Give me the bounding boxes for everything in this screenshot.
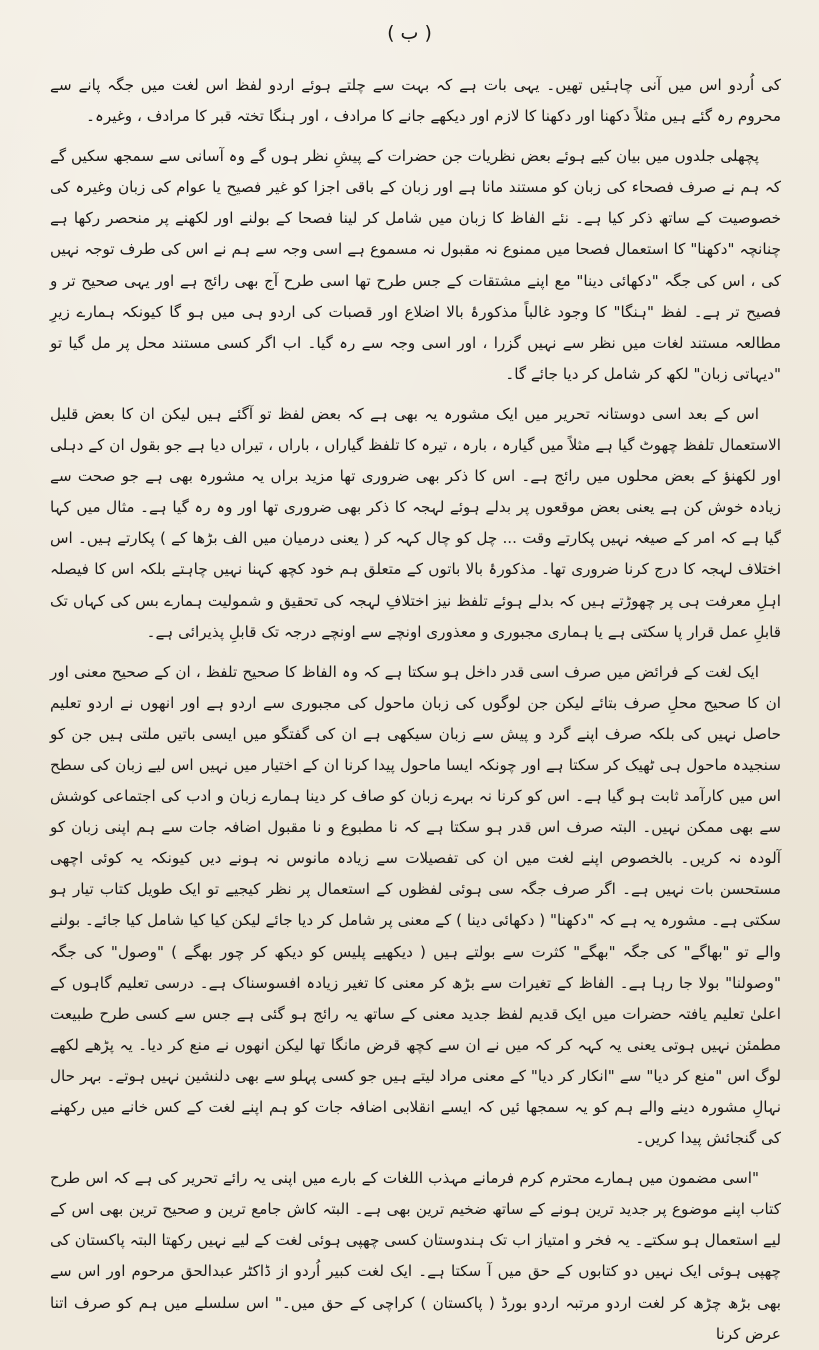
paragraph-text: کی اُردو اس میں آنی چاہئیں تھیں۔ یہی بات ہے کہ بہت سے چلتے ہوئے اردو لفظ اس لغت میں جگہ پانے سے محروم رہ گئے ہیں مثلاً دکھنا اور دکھنا کا لازم اور دیکھے جانے کا مرادف ، اور ہنگا تختہ قبر کا مرادف ، وغیرہ۔ bbox=[50, 76, 781, 126]
paragraph-text: "اسی مضمون میں ہمارے محترم کرم فرمانے مہذب اللغات کے بارے میں اپنی یہ رائے تحریر کی ہے کہ اس طرح کتاب اپنے موضوع پر جدید ترین ہونے کے ساتھ ضخیم ترین بھی ہے۔ البتہ کاش جامع ترین و صحیح ترین بھی اس کے لیے استعمال ہو سکتے۔ یہ فخر و امتیاز اب تک ہندوستان کسی چھپی ہوئی لغت کے لیے نہیں رکھتا البتہ پاکستان کی چھپی ہوئی ایک نہیں دو کتابوں کے حق میں آ سکتا ہے۔ ایک لغت کبیر اُردو از ڈاکٹر عبدالحق مرحوم اور اس سے بھی بڑھ چڑھ کر لغت اردو مرتبہ اردو بورڈ ( پاکستان ) کراچی کے حق میں۔" اس سلسلے میں ہم کو صرف اتنا عرض کرنا bbox=[50, 1169, 781, 1343]
paragraph-text: اس کے بعد اسی دوستانہ تحریر میں ایک مشورہ یہ بھی ہے کہ بعض لفظ تو آگئے ہیں لیکن ان کا بعض قلیل الاستعمال تلفظ چھوٹ گیا ہے مثلاً میں گیارہ ، بارہ ، تیرہ کا تلفظ گیاراں ، باراں ، تیراں دیا ہے جو بقول ان کے دہلی اور لکھنؤ کے بعض محلوں میں رائج ہے۔ اس کا ذکر بھی ضروری تھا مزید براں یہ مشورہ بھی ہے جو صحت سے زیادہ خوش کن ہے یعنی بعض موقعوں پر بدلے ہوئے لہجہ کا ذکر بھی ضروری تھا اور وہ رہ گیا ہے۔ مثال میں کہا گیا ہے کہ امر کے صیغہ نہیں پکارتے وقت ... چل کو چال کہہ کر ( یعنی درمیان میں الف بڑھا کے ) پکارتے ہیں۔ اس اختلاف لہجہ کا درج کرنا ضروری تھا۔ مذکورۂ بالا باتوں کے متعلق ہم خود کچھ کہنا نہیں چاہتے بلکہ اس کا فیصلہ اہلِ معرفت ہی پر چھوڑتے ہیں کہ بدلے ہوئے تلفظ نیز اختلافِ لہجہ کی تحقیق و شمولیت ہمارے بس کی کہاں تک قابلِ عمل قرار پا سکتی ہے یا ہماری مجبوری و معذوری اونچے سے اونچے درجہ تک قابلِ پذیرائی ہے۔ bbox=[50, 404, 781, 641]
page-number: ( ب ) bbox=[387, 22, 432, 44]
paragraph-3 bbox=[50, 399, 781, 648]
paragraph-text: پچھلی جلدوں میں بیان کیے ہوئے بعض نظریات جن حضرات کے پیشِ نظر ہوں گے وہ آسانی سے سمجھ سکیں گے کہ ہم نے صرف فصحاء کی زبان کو مستند مانا ہے اور زبان کے باقی اجزا کو غیر فصیح یا عوام کی زبان وغیرہ کی خصوصیت کے ساتھ ذکر کیا ہے۔ نئے الفاظ کا زبان میں شامل کر لینا فصحا کے بولنے اور لکھنے پر منحصر رکھا ہے چنانچہ "دکھنا" کا استعمال فصحا میں ممنوع نہ مقبول نہ مسموع ہے اسی وجہ سے ہم نے اس کی طرف توجہ نہیں کی ، اس کی جگہ "دکھائی دینا" مع اپنے مشتقات کے جس طرح تھا اسی طرح آج بھی رائج ہے اور یہی صحیح تر و فصیح تر ہے۔ لفظ "ہنگا" کا وجود غالباً مذکورۂ بالا اضلاع اور قصبات کی اردو ہی میں ہو گا کیونکہ ہمارے زیرِ مطالعہ مستند لغات میں نظر سے نہیں گزرا ، اور اسی وجہ سے رہ گیا۔ اب اگر کسی مستند محل پر مل گیا تو "دیہاتی زبان" لکھ کر شامل کر دیا جائے گا۔ bbox=[50, 147, 781, 383]
paragraph-2 bbox=[50, 141, 781, 390]
paragraph-5 bbox=[50, 1163, 781, 1350]
paragraph-1 bbox=[50, 70, 781, 132]
body-text bbox=[50, 70, 781, 1350]
paragraph-text: ایک لغت کے فرائض میں صرف اسی قدر داخل ہو سکتا ہے کہ وہ الفاظ کا صحیح تلفظ ، ان کے صحیح معنی اور ان کا صحیح محلِ صرف بتائے لیکن جن لوگوں کی زبان ماحول کی مجبوری سے اردو ہے اور انھوں نے اردو تعلیم حاصل نہیں کی بلکہ صرف اپنے گرد و پیش سے زبان سیکھی ہے ان کی گفتگو میں ایسی باتیں ملتی ہیں جن کو سنجیدہ ماحول ہی ٹھیک کر سکتا ہے اور چونکہ ایسا ماحول پیدا کرنا ان کے اختیار میں نہیں اس لیے زبان کی سطح اس میں کارآمد ثابت ہو گیا ہے۔ اس کو کرنا نہ بہرے زبان کو صاف کر دینا ہمارے زبان و ادب کی اجتماعی کوشش سے بھی ممکن نہیں۔ البتہ صرف اس قدر ہو سکتا ہے کہ نا مطبوع و نا مقبول اضافہ جات سے ہم اپنی زبان کو آلودہ نہ کریں۔ بالخصوص اپنے لغت میں ان کی تفصیلات سے زیادہ مانوس نہ ہونے دیں کیونکہ یہ کوئی اچھی مستحسن بات نہیں ہے۔ اگر صرف جگہ سی ہوئی لفظوں کے استعمال پر نظر کیجیے تو ایک طویل کتاب تیار ہو سکتی ہے۔ مشورہ یہ ہے کہ "دکھنا" ( دکھائی دینا ) کے معنی پر شامل کر دیا جائے لیکن کیا کیا شامل کیا جائے۔ بولنے والے تو "بھاگے" کی جگہ "بھگے" کثرت سے بولتے ہیں ( دیکھیے پلیس کو دیکھ کر چور بھگے ) "وصول" کی جگہ "وصولنا" بولا جا رہا ہے۔ الفاظ کے تغیرات سے بڑھ کر معنی کا تغیر زیادہ افسوسناک ہے۔ درسی تعلیم گاہوں کے اعلیٰ تعلیم یافتہ حضرات میں ایک قدیم لفظ جدید معنی کے ساتھ یہ رائج ہو گئی ہے جس سے کسی طرح طبیعت مطمئن نہیں ہوتی یعنی یہ کہہ کر کہ میں نے ان سے کچھ قرض مانگا تھا لیکن انھوں نے منع کر دیا۔ یہ پڑھے لکھے لوگ اس "منع کر دیا" سے "انکار کر دیا" کے معنی مراد لیتے ہیں جو کسی پہلو سے بھی دلنشین نہیں ہوتے۔ بہر حال نہالِ مشورہ دینے والے ہم کو یہ سمجھا ئیں کہ ایسے انقلابی اضافہ جات کو ہم اپنے لغت کے کس خانے میں رکھنے کی گنجائش پیدا کریں۔ bbox=[50, 662, 781, 1148]
